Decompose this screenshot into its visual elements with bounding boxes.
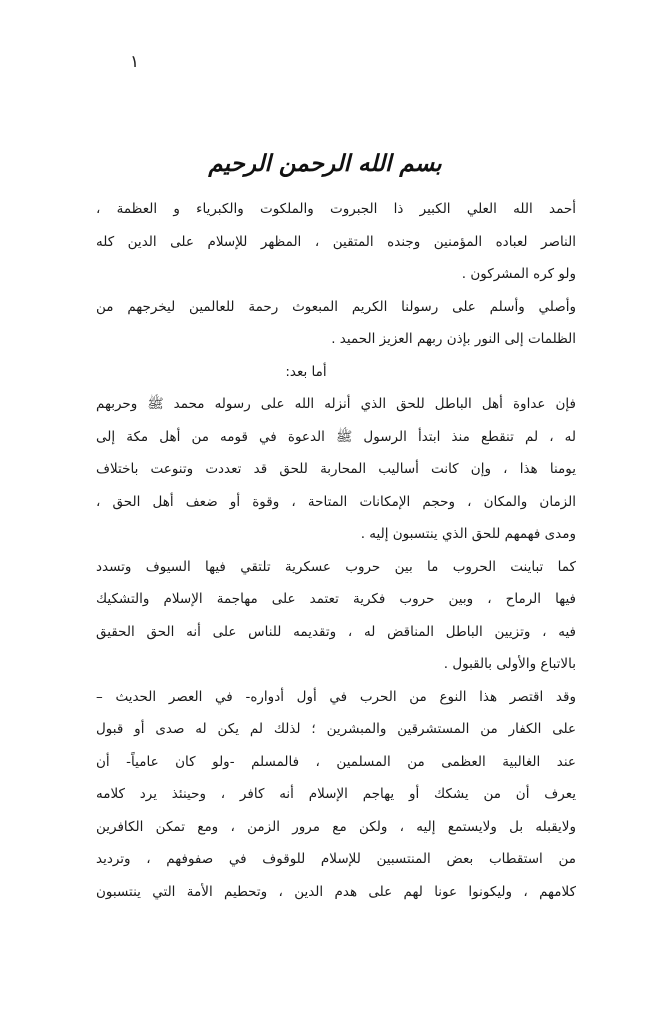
text-line: من استقطاب بعض المنتسبين للإسلام للوقوف في صفوفهم ، وترديد	[96, 851, 576, 867]
basmala-heading: بسم الله الرحمن الرحيم	[208, 150, 442, 177]
text-line: فيه ، وتزيين الباطل المناقض له ، وتقديمه للناس على أنه الحق الحقيق	[96, 623, 576, 640]
text-line: أحمد الله العلي الكبير ذا الجبروت والملكوت والكبرياء و العظمة ،	[96, 201, 576, 217]
text-line: له ، لم تنقطع منذ ابتدأ الرسول ﷺ الدعوة في قومه من أهل مكة إلى	[96, 428, 576, 445]
page-number: ۱	[130, 52, 140, 72]
text-line: على الكفار من المستشرقين والمبشرين ؛ لذلك لم يكن له صدى أو قبول	[96, 721, 576, 737]
text-line: الناصر لعباده المؤمنين وجنده المتقين ، المظهر للإسلام على الدين كله	[96, 233, 576, 250]
text-line: ومدى فهمهم للحق الذي ينتسبون إليه .	[360, 526, 576, 542]
text-line: يعرف أن من يشكك أو يهاجم الإسلام أنه كافر ، وحينئذ يرد كلامه	[96, 786, 576, 802]
text-line: وقد اقتصر هذا النوع من الحرب في أول أدواره- في العصر الحديث –	[96, 688, 576, 705]
text-line: فإن عداوة أهل الباطل للحق الذي أنزله الله على رسوله محمد ﷺ وحربهم	[96, 396, 576, 412]
body-text	[96, 193, 576, 908]
text-line: بالاتباع والأولى بالقبول .	[443, 656, 576, 672]
text-line: وأصلي وأسلم على رسولنا الكريم المبعوث رحمة للعالمين ليخرجهم من	[96, 298, 576, 315]
text-line: الظلمات إلى النور بإذن ربهم العزيز الحميد .	[331, 331, 576, 347]
text-line: كما تباينت الحروب ما بين حروب عسكرية تلتقي فيها السيوف وتسدد	[96, 558, 576, 575]
text-line: كلامهم ، وليكونوا عونا لهم على هدم الدين ، وتحطيم الأمة التي ينتسبون	[96, 883, 576, 900]
text-line: فيها الرماح ، وبين حروب فكرية تعتمد على مهاجمة الإسلام والتشكيك	[96, 591, 576, 607]
text-line: ولايقبله بل ولايستمع إليه ، ولكن مع مرور الزمن ، ومع تمكن الكافرين	[96, 818, 576, 835]
text-line: يومنا هذا ، وإن كانت أساليب المحاربة للحق قد تعددت وتنوعت باختلاف	[96, 461, 576, 477]
text-line: أما بعد:	[285, 363, 327, 380]
text-line: عند الغالبية العظمى من المسلمين ، فالمسلم -ولو كان عامياً- أن	[96, 753, 576, 770]
text-line: الزمان والمكان ، وحجم الإمكانات المتاحة ، وقوة أو ضعف أهل الحق ،	[96, 493, 576, 510]
text-line: ولو كره المشركون .	[461, 266, 576, 282]
